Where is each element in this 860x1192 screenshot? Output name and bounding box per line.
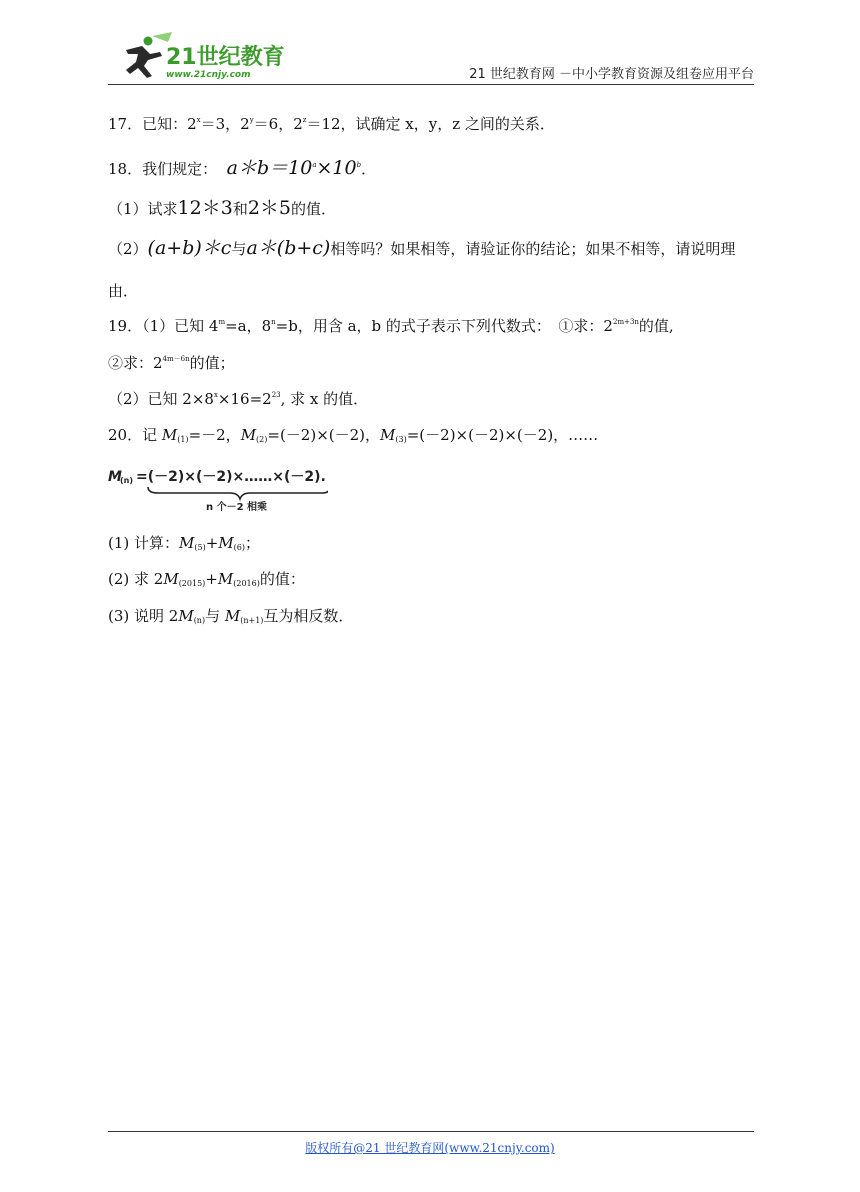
question-20: 20．记 $M_{(1)}=-2$，$M_{(2)}=(-2)\times(-2)$，$M_{(3)}=(-2)\times(-2)\times(-2)$，……	[108, 426, 599, 444]
question-20-part-3: (3) 说明 $2M_{(n)}$与 $M_{(n+1)}$互为相反数．	[108, 607, 354, 625]
svg-text:(n): (n)	[120, 476, 134, 485]
mn-definition-figure	[108, 465, 328, 513]
header-title: 21 世纪教育网 －中小学教育资源及组卷应用平台	[469, 67, 754, 82]
definition-formula: $a*b=10^a\times 10^b$	[226, 157, 362, 179]
question-18: 18．我们规定： $a*b=10^a\times 10^b$．	[108, 157, 377, 179]
header-divider	[108, 84, 754, 85]
underbrace	[148, 487, 328, 499]
footer-copyright-link[interactable]: 版权所有@21 世纪教育网(www.21cnjy.com)	[305, 1141, 555, 1155]
svg-text:=(－2)×(－2)×……×(－2).: =(－2)×(－2)×……×(－2).	[136, 469, 326, 485]
question-20-part-2: (2) 求 $2M_{(2015)}+M_{(2016)}$的值：	[108, 570, 305, 588]
svg-text:21世纪教育: 21世纪教育	[166, 45, 285, 70]
question-18-part-2: （2）(a+b)＊c与a＊(b+c)相等吗？如果相等，请验证你的结论；如果不相等，请说明理	[108, 237, 736, 259]
question-17: 17．已知：$2^x=3$，$2^y=6$，$2^z=12$，试确定 x，y，z 之间的关系．	[108, 115, 555, 133]
question-18-part-1: （1）试求12＊3和2＊5的值．	[108, 197, 337, 219]
question-20-part-1: (1) 计算：$M_{(5)}+M_{(6)}$；	[108, 534, 261, 552]
svg-text:www.21cnjy.com: www.21cnjy.com	[166, 70, 251, 80]
question-19-part-2: （2）已知 $2\times 8^x\times 16=2^{23}$, 求 x 的值．	[108, 390, 369, 408]
question-19-item-2: ②求：$2^{4m-6n}$的值；	[108, 354, 235, 372]
question-19: 19．（1）已知 $4^m=a$，$8^n=b$，用含 a，b 的式子表示下列代数式： ①求：$2^{2m+3n}$的值,	[108, 317, 674, 335]
svg-text:M: M	[108, 469, 122, 485]
footer-divider	[108, 1131, 754, 1132]
svg-text:n 个－2 相乘: n 个－2 相乘	[206, 502, 268, 513]
question-18-part-2-wrap: 由．	[108, 282, 139, 300]
site-logo	[108, 32, 288, 80]
